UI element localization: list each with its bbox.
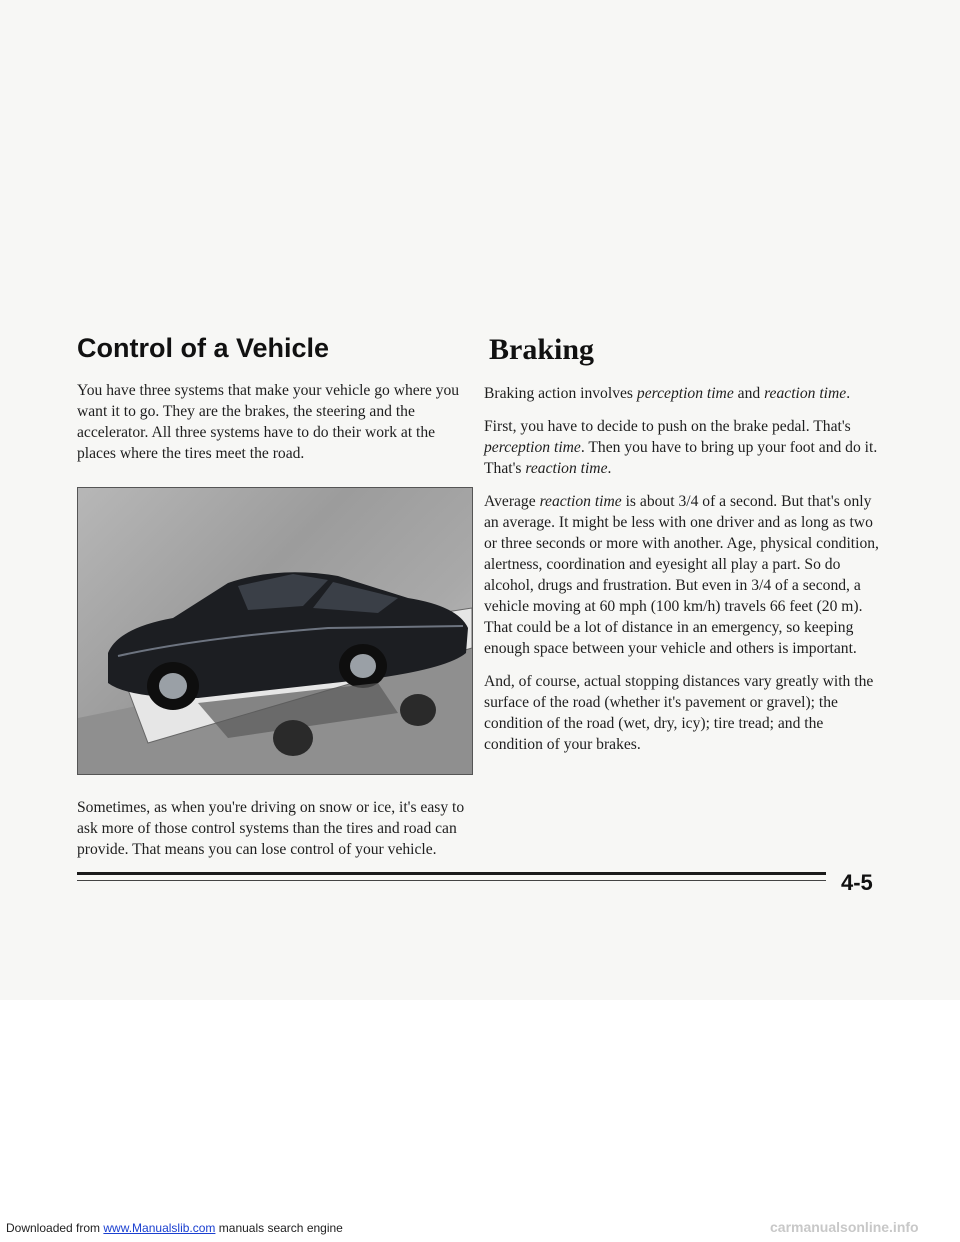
section-heading-braking: Braking: [489, 333, 595, 366]
paragraph-control-intro: You have three systems that make your vehicle go where you want it to go. They are the brakes, the steering and the accelerator. All three systems have to do their work at the places where the tires meet the road.: [77, 382, 460, 462]
download-credit: Downloaded from www.Manualslib.com manuals search engine: [6, 1221, 343, 1235]
section-heading-control: Control of a Vehicle: [77, 333, 330, 363]
watermark: carmanualsonline.info: [770, 1219, 919, 1235]
left-column: [77, 333, 477, 872]
paragraph-perception-time: First, you have to decide to push on the brake pedal. That's perception time. Then you have to bring up your foot and do it. That's reaction time.: [484, 418, 878, 477]
car-on-road-image: [78, 488, 472, 774]
manualslib-link[interactable]: www.Manualslib.com: [103, 1221, 216, 1235]
paragraph-braking-intro: Braking action involves perception time and reaction time.: [484, 385, 851, 402]
paragraph-stopping-distance: And, of course, actual stopping distances vary greatly with the surface of the road (whether it's pavement or gravel); the condition of the road (wet, dry, icy); tire tread; and the condition of your brakes.: [484, 673, 874, 753]
footer-rule: [77, 872, 826, 875]
paragraph-control-warning: Sometimes, as when you're driving on snow or ice, it's easy to ask more of those control systems than the tires and road can provide. That means you can lose control of your vehicle.: [77, 799, 465, 858]
footer-rule-thin: [77, 880, 826, 881]
page-number: 4-5: [841, 870, 873, 895]
vehicle-illustration: [77, 487, 473, 775]
right-column: [484, 333, 884, 767]
paragraph-reaction-time: Average reaction time is about 3/4 of a second. But that's only an average. It might be less with one driver and as long as two or three seconds or more with another. Age, physical condition, alertness, coordination and eyesight all play a part. So do alcohol, drugs and frustration. But even in 3/4 of a second, a vehicle moving at 60 mph (100 km/h) travels 66 feet (20 m). That could be a lot of distance in an emergency, so keeping enough space between your vehicle and others is important.: [484, 493, 879, 657]
